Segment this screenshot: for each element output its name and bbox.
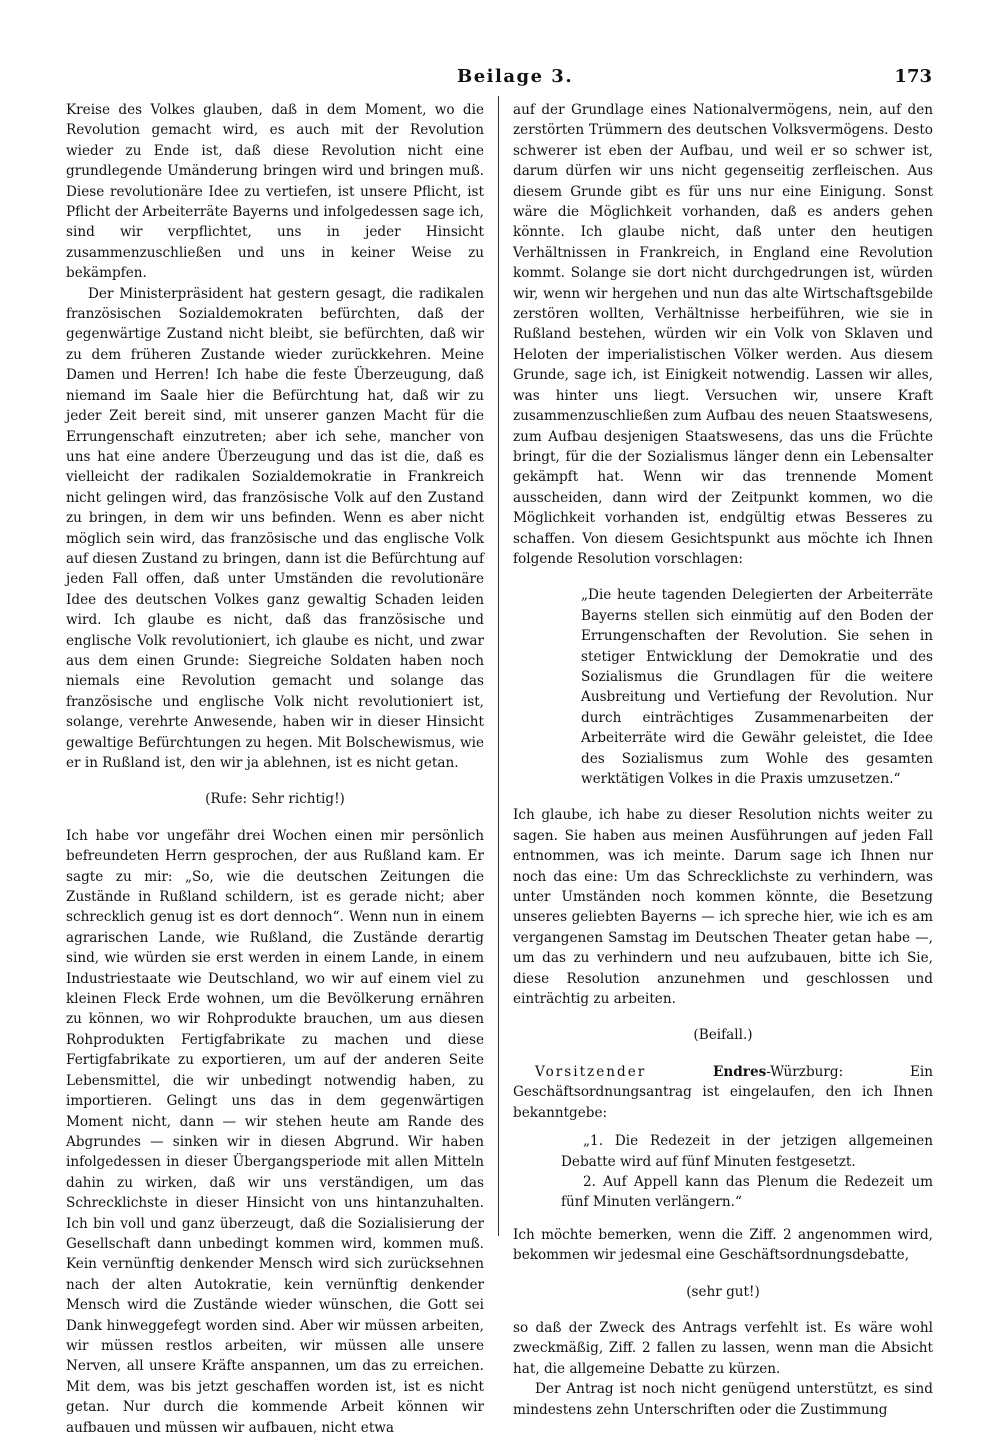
paragraph: Ich möchte bemerken, wenn die Ziff. 2 angenommen wird, bekommen wir jedesmal eine Geschäftsordnungsdebatte, xyxy=(513,1226,933,1264)
paragraph: Der Ministerpräsident hat gestern gesagt, die radikalen französischen Sozialdemokraten befürchten, daß der gegenwärtige Zustand nicht bleibt, sie befürchten, daß wir zu dem früheren Zustande wieder zurückkehren. Meine Damen und Herren! Ich habe die feste Überzeugung, daß niemand im Saale hier die Befürchtung hat, daß wir zu jeder Zeit bereit sind, mit unserer ganzen Macht für die Errungenschaft einzutreten; aber ich sehe, mancher von uns hat eine andere Überzeugung und das ist die, daß es vielleicht der radikalen Sozialdemokratie in Frankreich nicht gelingen wird, das französische Volk auf den Zustand zu bringen, in dem wir uns befinden. Wenn es aber nicht möglich sein wird, das französische und das englische Volk auf diesen Zustand zu bringen, dann ist die Befürchtung auf jeden Fall offen, daß unter Umständen die revolutionäre Idee des deutschen Volkes ganz gewaltig Schaden leiden wird. Ich glaube es nicht, daß das französische und englische Volk revolutioniert, ich glaube es nicht, und zwar aus dem einen Grunde: Siegreiche Soldaten haben noch niemals eine Revolution gemacht und solange das französische und englische Volk nicht revolutioniert ist, solange, verehrte Anwesende, haben wir in dieser Hinsicht gewaltige Befürchtungen zu hegen. Mit Bolschewismus, wie er in Rußland ist, den wir ja ablehnen, ist es nicht getan. xyxy=(66,285,484,771)
paragraph: Ich glaube, ich habe zu dieser Resolution nichts weiter zu sagen. Sie haben aus meinen Ausführungen auf jeden Fall entnommen, was ich meinte. Darum sage ich Ihnen nur noch das eine: Um das Schrecklichste zu verhindern, was unter Umständen noch kommen könnte, die Besetzung unseres geliebten Bayerns — ich spreche hier, wie ich es am vergangenen Samstag im Deutschen Theater getan habe —, um das zu verhindern und neu aufzubauen, bitte ich Sie, diese Resolution anzunehmen und geschlossen und einträchtig zu arbeiten. xyxy=(513,807,933,1008)
paragraph: Kreise des Volkes glauben, daß in dem Moment, wo die Revolution gemacht wird, es auch mit der Revolution wieder zu Ende ist, daß diese Revolution nicht eine grundlegende Umänderung bringen wird und bringen muß. Diese revolutionäre Idee zu vertiefen, ist unsere Pflicht, ist Pflicht der Arbeiterräte Bayerns und infolgedessen sage ich, sind wir verpflichtet, uns in jeder Hinsicht zusammenzuschließen und uns in keiner Weise zu bekämpfen. xyxy=(66,102,484,282)
motion-list xyxy=(561,1131,933,1213)
chair-text: -Würzburg: Ein Geschäftsordnungsantrag ist eingelaufen, den ich Ihnen bekanntgebe: xyxy=(513,1063,933,1121)
chair-name: Endres xyxy=(713,1063,767,1080)
applause-note: (Beifall.) xyxy=(693,1027,753,1044)
motion-item: „1. Die Redezeit in der jetzigen allgemeinen Debatte wird auf fünf Minuten festgesetzt. xyxy=(561,1133,933,1170)
page-header-title: Beilage 3. xyxy=(457,66,574,87)
page-number: 173 xyxy=(894,66,932,87)
paragraph: so daß der Zweck des Antrags verfehlt ist. Es wäre wohl zweckmäßig, Ziff. 2 fallen zu lassen, wenn man die Absicht hat, die allgemeine Debatte zu kürzen. xyxy=(513,1319,933,1377)
chair-label: Vorsitzender xyxy=(535,1063,647,1080)
paragraph: auf der Grundlage eines Nationalvermögens, nein, auf den zerstörten Trümmern des deutschen Volksvermögens. Desto schwerer ist eben der Aufbau, und weil er so schwer ist, darum dürfen wir uns nicht gegenseitig zerfleischen. Aus diesem Grunde gibt es für uns nur eine Einigung. Sonst wäre die Möglichkeit vorhanden, daß es anders gehen könnte. Ich glaube nicht, daß unter den heutigen Verhältnissen in Frankreich, in England eine Revolution kommt. Solange sie dort nicht durchgedrungen ist, würden wir, wenn wir hergehen und nun das alte Wirtschaftsgebilde zerstören wollten, Verhältnisse herbeiführen, wie sie in Rußland bestehen, würden wir ein Volk von Sklaven und Heloten der imperialistischen Völker werden. Aus diesem Grunde, sage ich, ist Einigkeit notwendig. Lassen wir alles, was hinter uns liegt. Versuchen wir, unsere Kraft zusammenzuschließen zum Aufbau des neuen Staatswesens, zum Aufbau desjenigen Staatswesens, das uns die Früchte bringt, für die der Sozialismus länger denn ein Lebensalter gekämpft hat. Wenn wir das trennende Moment ausscheiden, dann wird der Zeitpunkt kommen, wo die Möglichkeit vorhanden ist, endgültig etwas Besseres zu schaffen. Von diesem Gesichtspunkt aus möchte ich Ihnen folgende Resolution vorschlagen: xyxy=(513,102,933,567)
chair-statement xyxy=(513,1062,933,1123)
resolution-quote: „Die heute tagenden Delegierten der Arbeiterräte Bayerns stellen sich einmütig auf den Boden der Errungenschaften der Revolution. Sie sehen in stetiger Entwicklung der Demokratie und des Sozialismus die Grundlagen für die weitere Ausbreitung und Vertiefung der Revolution. Nur durch einträchtiges Zusammenarbeiten der Arbeiterräte wird die Gewähr geleistet, die Idee des Sozialismus zum Wohle des gesamten werktätigen Volkes in die Praxis umzusetzen.“ xyxy=(581,587,933,787)
interjection: (Rufe: Sehr richtig!) xyxy=(205,791,345,808)
interjection: (sehr gut!) xyxy=(686,1283,760,1300)
paragraph: Der Antrag ist noch nicht genügend unterstützt, es sind mindestens zehn Unterschriften oder die Zustimmung xyxy=(513,1381,933,1418)
left-column xyxy=(66,100,484,1438)
column-divider xyxy=(498,96,499,1236)
motion-item: 2. Auf Appell kann das Plenum die Redezeit um fünf Minuten verlängern.“ xyxy=(561,1173,933,1211)
paragraph: Ich habe vor ungefähr drei Wochen einen mir persönlich befreundeten Herrn gesprochen, der aus Rußland kam. Er sagte zu mir: „So, wie die deutschen Zeitungen die Zustände in Rußland schildern, ist es gerade nicht; aber schrecklich genug ist es dort dennoch“. Wenn nun in einem agrarischen Lande, wie Rußland, die Zustände derartig sind, wie würden sie erst werden in einem Lande, in einem Industriestaate wie Deutschland, wo wir auf einem viel zu kleinen Fleck Erde wohnen, um die Bevölkerung ernähren zu können, wo wir Rohprodukte brauchen, um aus diesen Rohprodukten Fertigfabrikate zu machen und diese Fertigfabrikate zu exportieren, um auf der anderen Seite Lebensmittel, die wir unbedingt notwendig haben, zu importieren. Gelingt uns das in dem gegenwärtigen Moment nicht, dann — wir stehen heute am Rande des Abgrundes — sinken wir in diesen Abgrund. Wir haben infolgedessen in dieser Übergangsperiode mit allen Mitteln dahin zu wirken, daß wir uns verständigen, um das Schrecklichste in dieser Hinsicht von uns hintanzuhalten. Ich bin voll und ganz überzeugt, daß die Sozialisierung der Gesellschaft dann unbedingt kommen wird, kommen muß. Kein vernünftig denkender Mensch wird sich zurücksehnen nach der alten Autokratie, kein vernünftig denkender Mensch wird die Zustände wieder wünschen, die Gott sei Dank hinweggefegt worden sind. Aber wir müssen arbeiten, wir müssen restlos arbeiten, wir müssen alle unsere Nerven, all unsere Kräfte anspannen, um das zu erreichen. Mit dem, was bis jetzt geschaffen worden ist, ist es nicht getan. Nur durch die kommende Arbeit können wir aufbauen und müssen wir aufbauen, nicht etwa xyxy=(66,827,484,1436)
right-column xyxy=(513,100,933,1420)
